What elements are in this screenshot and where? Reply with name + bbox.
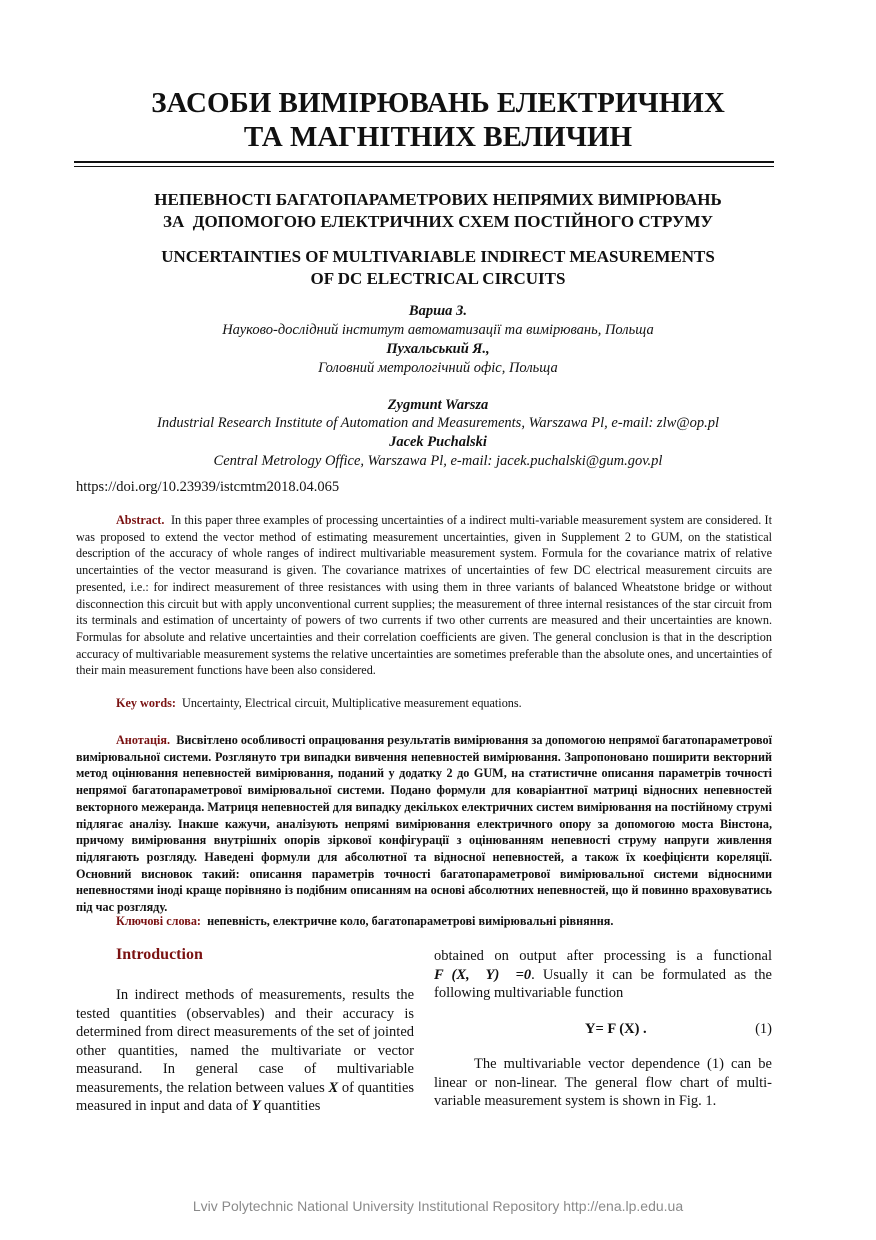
keywords-ua-text: непевність, електричне коло, багатопараметрові вимірювальні рівняння.	[207, 914, 614, 928]
journal-section-title	[0, 86, 876, 154]
intro-right-start: obtained on output after processing is a functional	[434, 948, 772, 964]
intro-left-text: In indirect methods of measurements, results the tested quantities (observables) and their accuracy is determined from direct measurements of the set of jointed other quantities, named the multivariate or vector measurand. In general case of multivariable measurements, the relation between values	[76, 987, 414, 1096]
paper-title-en-line-1: UNCERTAINTIES OF MULTIVARIABLE INDIRECT MEASUREMENTS	[161, 247, 715, 266]
abstract-english	[76, 512, 772, 679]
keywords-ua-label: Ключові слова:	[116, 914, 201, 928]
section-title-line-1: ЗАСОБИ ВИМІРЮВАНЬ ЕЛЕКТРИЧНИХ	[151, 87, 725, 119]
var-y: Y	[251, 1098, 261, 1114]
author-affiliation-ua-2: Головний метрологічний офіс, Польща	[318, 360, 558, 376]
intro-left-end: quantities	[264, 1098, 321, 1114]
equation-body: Y= F (X) .	[585, 1021, 647, 1037]
paper-title-ukrainian	[0, 189, 876, 233]
functional-expression: F (X, Y) =0	[434, 966, 532, 983]
author-name-en-1: Zygmunt Warsza	[387, 397, 489, 413]
equation-number: (1)	[755, 1021, 772, 1037]
abstract-ukrainian	[76, 732, 772, 916]
author-affiliation-ua-1: Науково-дослідний інститут автоматизації та вимірювань, Польща	[222, 322, 654, 338]
annotation-text: Висвітлено особливості опрацювання результатів вимірювання за допомогою непрямої багатопараметрової вимірювальної системи. Розглянуто три випадки вивчення непевностей вимірювання. Запропоновано поширити векторний метод оцінювання непевностей вимірювання, поданий у додатку 2 до GUM, на статистичне описання параметрів точності непрямої багатопараметрової вимірювальної системи. Подано формули для коваріантної матриці відносних непевностей векторного межеранда. Матриця непевностей для випадку декількох електричних систем вимірювання на постійному струмі підлягає аналізу. Інакше кажучи, аналізують непрямі вимірювання електричного опору за допомогою моста Вінстона, причому вимірювання внутрішніх опорів зіркової конфігурації з оцінюванням непевності струму напруги живлення підлягають розгляду. Наведені формули для абсолютної та відносної непевностей, а також їх коефіцієнти кореляції. Основний висновок такий: описання параметрів точності багатопараметрової вимірювальної системи відносними непевностями іноді краще порівняно із подібним описанням на основі абсолютних непевностей, що й повинно враховуватись під час розгляду.	[76, 733, 772, 915]
author-affiliation-en-1: Industrial Research Institute of Automation and Measurements, Warszawa Pl, e-mail: zlw@op.pl	[156, 415, 720, 431]
title-rule-thin	[74, 166, 774, 167]
intro-right-column-top	[434, 947, 772, 1003]
paper-title-english	[0, 246, 876, 290]
author-affiliation-en-2: Central Metrology Office, Warszawa Pl, e-mail: jacek.puchalski@gum.gov.pl	[213, 453, 663, 469]
abstract-label: Abstract.	[116, 513, 165, 527]
keywords-english	[116, 696, 522, 711]
title-rule-thick	[74, 161, 774, 163]
var-x: X	[328, 1079, 339, 1096]
author-name-ua-2: Пухальський Я.,	[386, 341, 490, 357]
intro-right-text-2: The multivariable vector dependence (1) can be linear or non-linear. The general flow chart of multi-variable measurement system is shown in Fig. 1.	[434, 1056, 772, 1109]
abstract-text: In this paper three examples of processing uncertainties of a indirect multi-variable measurement system are considered. It was proposed to extend the vector method of estimating measurement uncertainties, given in Supplement 2 to GUM, on the statistical description of the accuracy of whole ranges of indirect multivariable measurement system. Formula for the covariance matrix of relative uncertainties of the vector measurand is given. The covariance matrixes of uncertainties of few DC electrical measurement circuits are presented, i.e.: for indirect measurement of three resistances with using them in three variants of balanced Wheatstone bridge or without disconnection this circuit but with apply unconventional current supplies; the measurement of three internal resistances of the star circuit from its terminals and estimation of uncertainty of powers of two currents if two other currents are measured and their uncertainties are known. Formulas for absolute and relative uncertainties and their correlation coefficients are given. The general conclusion is that in the description accuracy of multivariable measurement systems the relative uncertainties are sometimes preferable than the absolute ones, and uncertainties of their main measurement functions have been also considered.	[76, 513, 772, 678]
intro-right-column-bottom	[434, 1055, 772, 1111]
doi-link[interactable]: https://doi.org/10.23939/istcmtm2018.04.065	[76, 479, 340, 495]
annotation-label: Анотація.	[116, 733, 171, 747]
repository-footer: Lviv Polytechnic National University Institutional Repository http://ena.lp.edu.ua	[192, 1198, 684, 1214]
author-name-ua-1: Варша З.	[408, 303, 468, 319]
intro-left-mid: of quantities measured in input and data of	[76, 1079, 415, 1114]
paper-title-en-line-2: OF DC ELECTRICAL CIRCUITS	[310, 269, 566, 288]
intro-left-column	[76, 986, 414, 1116]
section-title-line-2: ТА МАГНІТНИХ ВЕЛИЧИН	[243, 121, 633, 153]
keywords-text: Uncertainty, Electrical circuit, Multiplicative measurement equations.	[182, 696, 522, 710]
author-name-en-2: Jacek Puchalski	[389, 434, 487, 450]
paper-title-ua-line-1: НЕПЕВНОСТІ БАГАТОПАРАМЕТРОВИХ НЕПРЯМИХ ВИМІРЮВАНЬ	[154, 190, 722, 209]
keywords-ukrainian	[116, 914, 613, 929]
intro-right-end: . Usually it can be formulated as the following multivariable function	[434, 966, 772, 1001]
paper-title-ua-line-2: ЗА ДОПОМОГОЮ ЕЛЕКТРИЧНИХ СХЕМ ПОСТІЙНОГО СТРУМУ	[163, 212, 713, 231]
keywords-label: Key words:	[116, 696, 176, 710]
introduction-heading: Introduction	[116, 946, 203, 963]
